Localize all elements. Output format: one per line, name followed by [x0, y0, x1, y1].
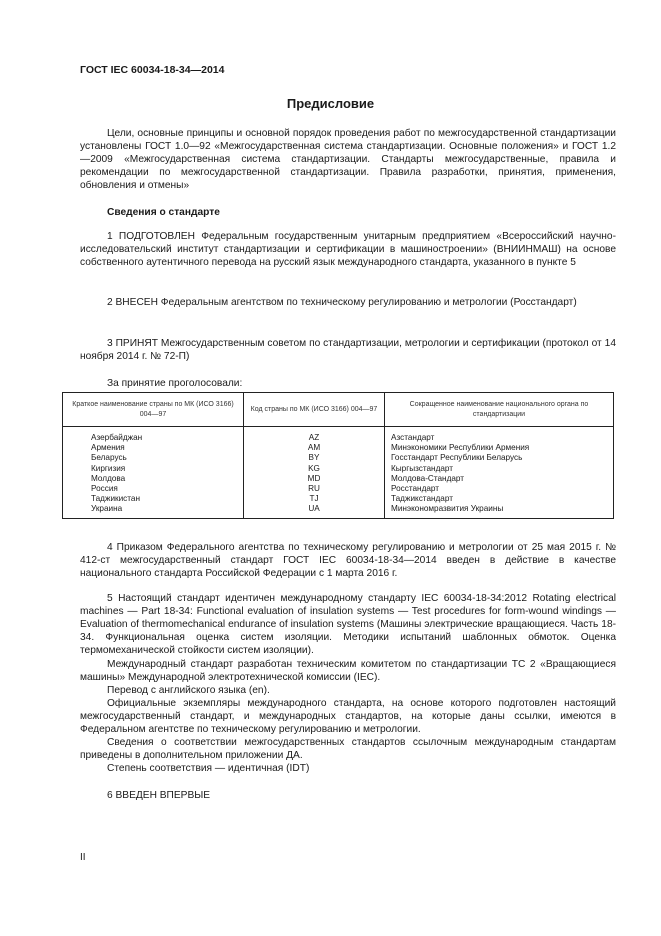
page-title: Предисловие	[286, 96, 375, 111]
item-4-paragraph: 4 Приказом Федерального агентства по техническому регулированию и метрологии от 25 мая 2015 г. № 412-ст межгосударственный стандарт ГОСТ IEC 60034-18-34—2014 введен в действие в качестве национального стандарта Российской Федерации с 1 марта 2016 г.	[80, 542, 616, 579]
body-cell: Кыргызстандарт	[385, 464, 614, 474]
code-cell: TJ	[244, 494, 385, 504]
body-cell: Молдова-Стандарт	[385, 474, 614, 484]
country-cell: Армения	[63, 443, 244, 453]
code-cell: UA	[244, 504, 385, 518]
country-cell: Украина	[63, 504, 244, 518]
code-cell: BY	[244, 453, 385, 463]
table-row	[63, 504, 614, 518]
item-2-paragraph: 2 ВНЕСЕН Федеральным агентством по техническому регулированию и метрологии (Росстандарт)	[107, 297, 577, 308]
item-5-committee-paragraph: Международный стандарт разработан техническим комитетом по стандартизации ТС 2 «Вращающиеся машины» Международной электротехнической комиссии (IEC).	[80, 659, 616, 683]
table-header-row	[63, 393, 614, 427]
country-cell: Молдова	[63, 474, 244, 484]
country-cell: Таджикистан	[63, 494, 244, 504]
body-cell: Минэкономразвития Украины	[385, 504, 614, 518]
body-cell: Азстандарт	[385, 427, 614, 444]
body-cell: Таджикстандарт	[385, 494, 614, 504]
country-cell: Россия	[63, 484, 244, 494]
country-cell: Азербайджан	[63, 427, 244, 444]
table-row	[63, 484, 614, 494]
item-3-paragraph: 3 ПРИНЯТ Межгосударственным советом по стандартизации, метрологии и сертификации (протокол от 14 ноября 2014 г. № 72-П)	[80, 338, 616, 362]
table-row	[63, 464, 614, 474]
country-cell: Беларусь	[63, 453, 244, 463]
item-5-degree-paragraph: Степень соответствия — идентичная (IDT)	[107, 763, 310, 774]
code-cell: KG	[244, 464, 385, 474]
document-code: ГОСТ IEC 60034-18-34—2014	[80, 64, 225, 76]
column-header-body: Сокращенное наименование национального органа по стандартизации	[385, 393, 614, 427]
body-cell: Росстандарт	[385, 484, 614, 494]
page-number: II	[80, 852, 86, 863]
table-row	[63, 443, 614, 453]
body-cell: Госстандарт Республики Беларусь	[385, 453, 614, 463]
code-cell: RU	[244, 484, 385, 494]
voting-table	[62, 392, 614, 519]
column-header-country: Краткое наименование страны по МК (ИСО 3166) 004—97	[63, 393, 244, 427]
item-5-paragraph: 5 Настоящий стандарт идентичен международному стандарту IEC 60034-18-34:2012 Rotating electrical machines — Part 18-34: Functional evaluation of insulation systems — Test procedures for form-wound windings — Evaluation of thermomechanical endurance of insulation systems (Машины электрические вращающиеся. Часть 18-34. Функциональная оценка систем изоляции. Методики испытаний шаблонных обмоток. Оценка термомеханической стойкости систем изоляции).	[80, 593, 616, 656]
voted-label: За принятие проголосовали:	[107, 378, 243, 389]
item-6-paragraph: 6 ВВЕДЕН ВПЕРВЫЕ	[107, 790, 211, 801]
item-1-paragraph: 1 ПОДГОТОВЛЕН Федеральным государственным унитарным предприятием «Всероссийский научно-исследовательский институт стандартизации и сертификации в машиностроении» (ВНИИНМАШ) на основе собственного аутентичного перевода на русский язык международного стандарта, указанного в пункте 5	[80, 231, 616, 268]
code-cell: MD	[244, 474, 385, 484]
code-cell: AZ	[244, 427, 385, 444]
column-header-code: Код страны по МК (ИСО 3166) 004—97	[244, 393, 385, 427]
table-row	[63, 494, 614, 504]
item-5-official-copies-paragraph: Официальные экземпляры международного стандарта, на основе которого подготовлен настоящий межгосударственный стандарт, и международных стандартов, на которые даны ссылки, имеются в Федеральном агентстве по техническому регулированию и метрологии.	[80, 698, 616, 735]
item-5-compliance-paragraph: Сведения о соответствии межгосударственных стандартов ссылочным международным стандартам приведены в дополнительном приложении ДА.	[80, 737, 616, 761]
table-row	[63, 474, 614, 484]
item-5-translation-paragraph: Перевод с английского языка (en).	[107, 685, 270, 696]
country-cell: Киргизия	[63, 464, 244, 474]
table-row	[63, 427, 614, 444]
body-cell: Минэкономики Республики Армения	[385, 443, 614, 453]
code-cell: AM	[244, 443, 385, 453]
intro-paragraph: Цели, основные принципы и основной порядок проведения работ по межгосударственной стандартизации установлены ГОСТ 1.0—92 «Межгосударственная система стандартизации. Основные положения» и ГОСТ 1.2—2009 «Межгосударственная система стандартизации. Стандарты межгосударственные, правила и рекомендации по межгосударственной стандартизации. Правила разработки, принятия, применения, обновления и отмены»	[80, 128, 616, 191]
section-heading: Сведения о стандарте	[107, 207, 220, 218]
table-row	[63, 453, 614, 463]
